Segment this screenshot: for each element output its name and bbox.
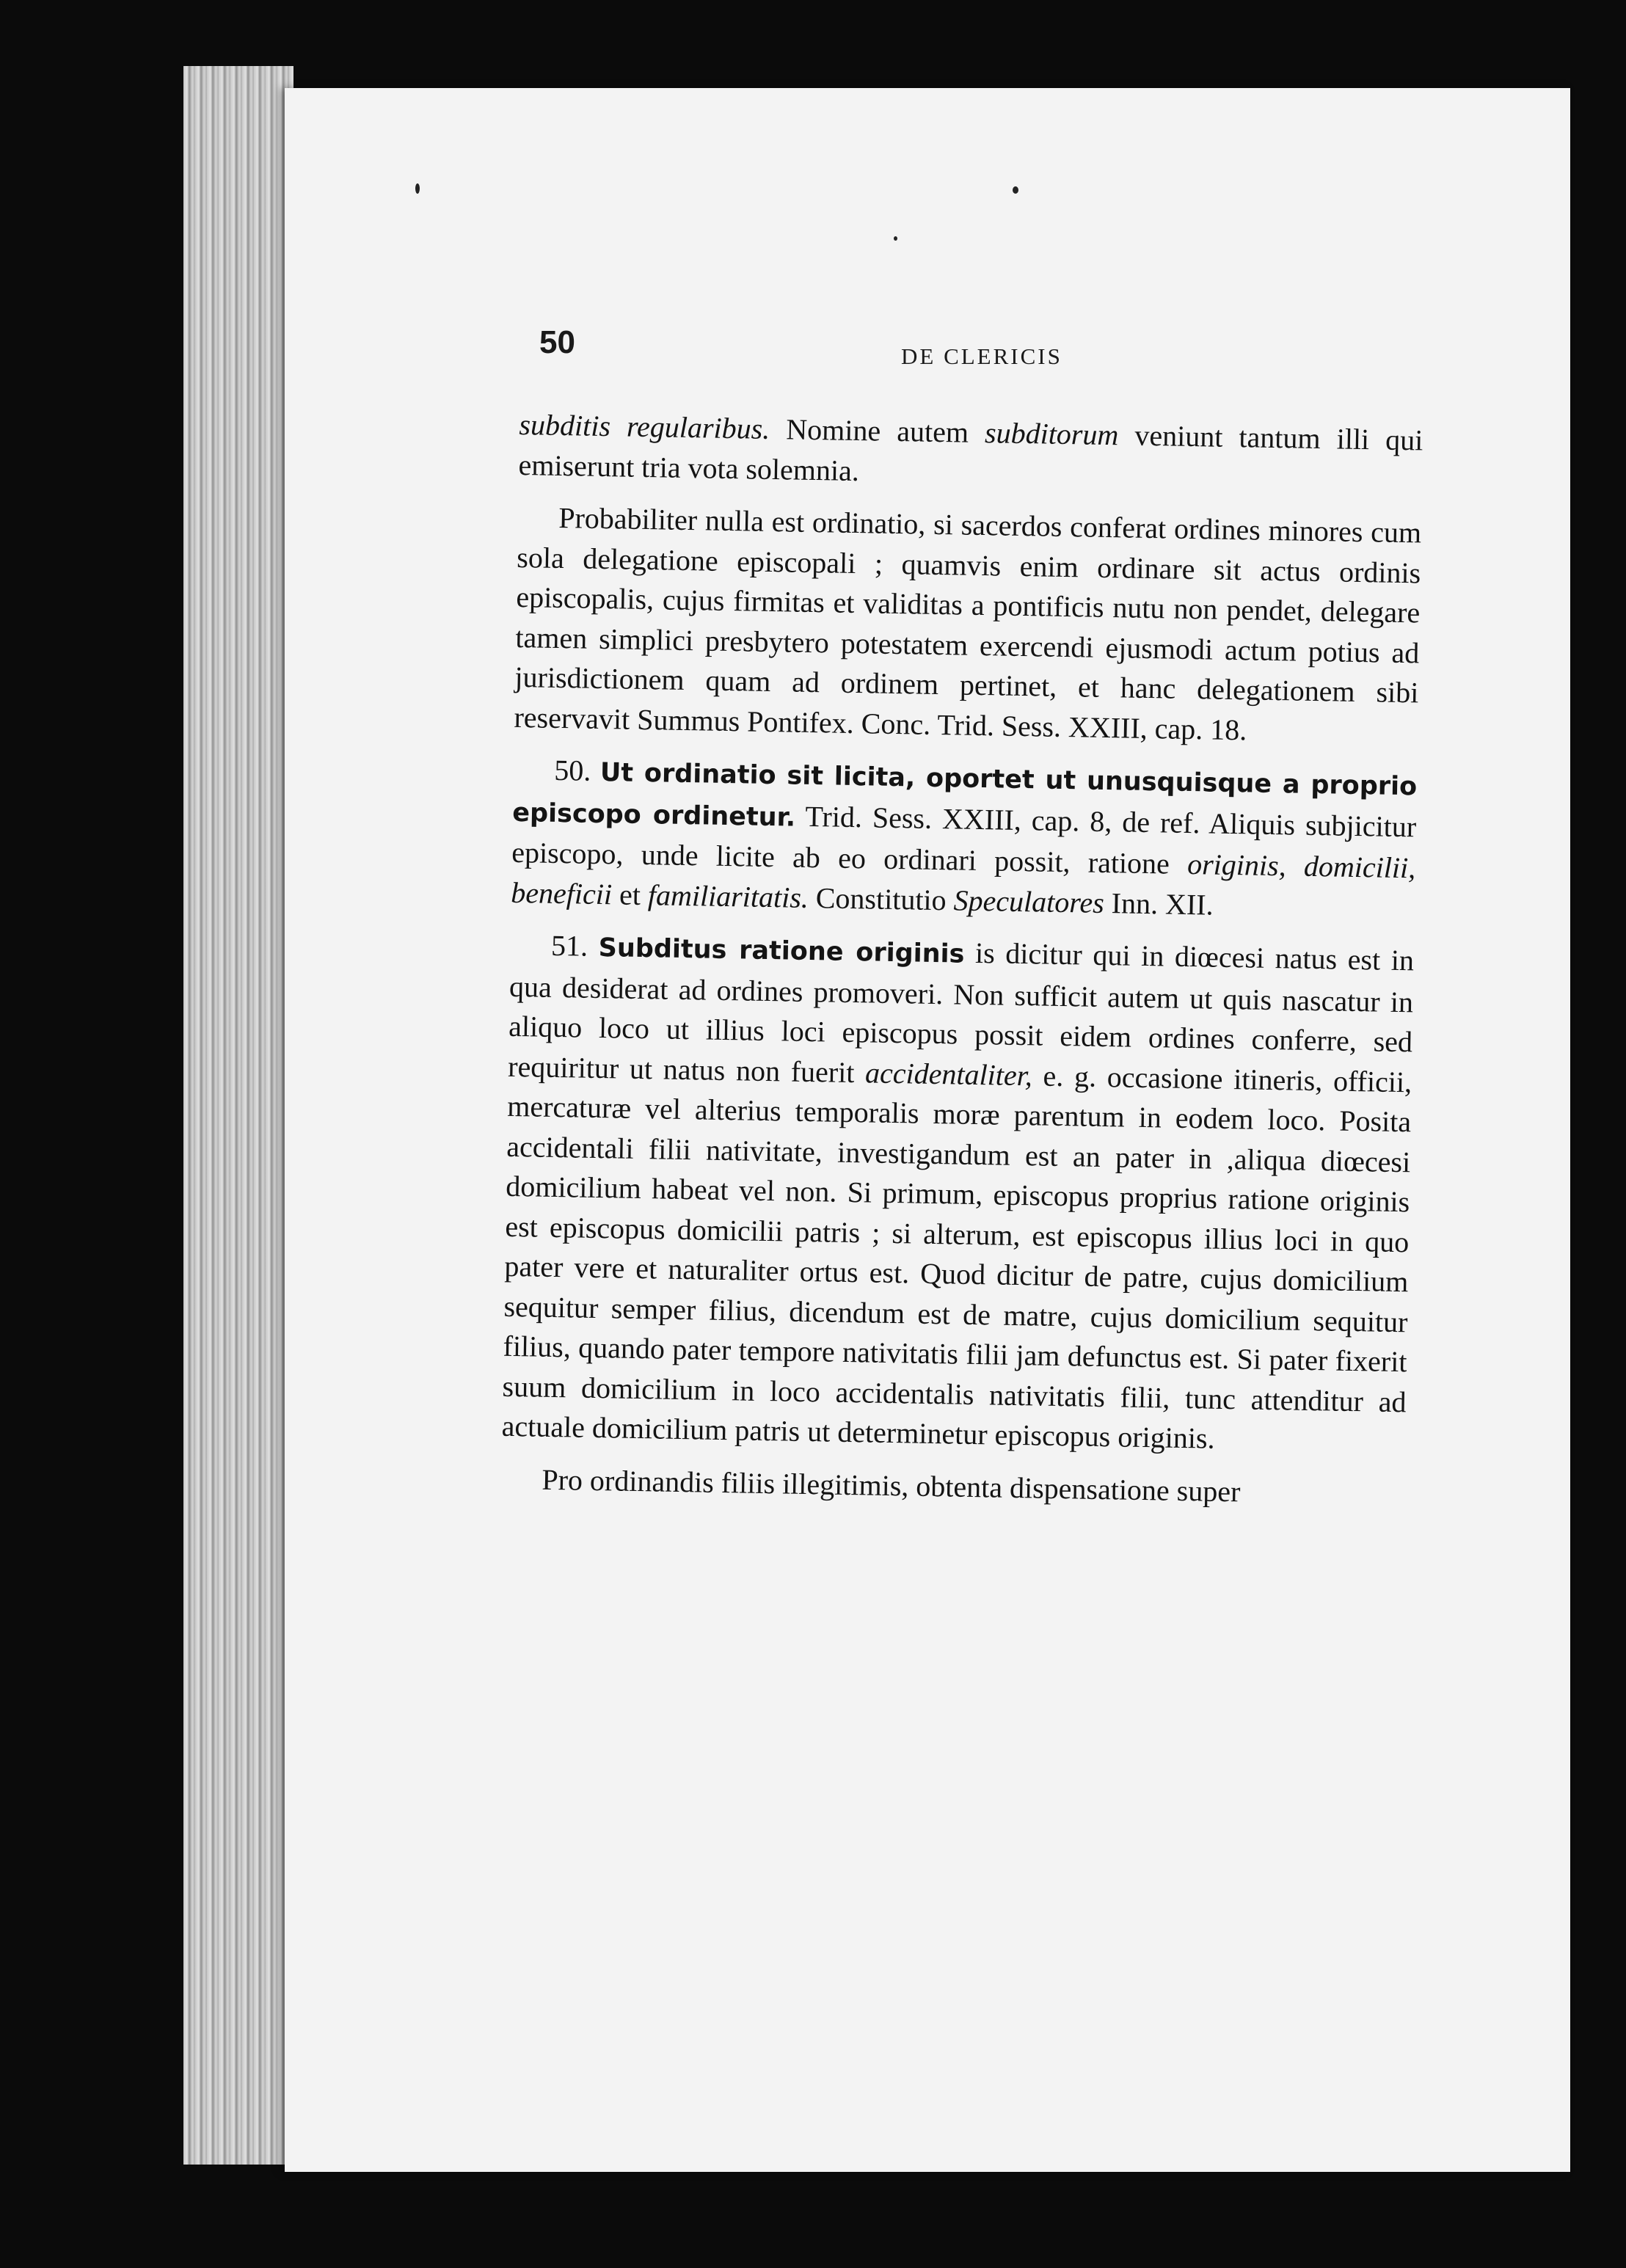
text: Inn. XII. bbox=[1104, 886, 1214, 922]
paragraph-1 bbox=[518, 405, 1423, 500]
text: Trid. Sess. XXIII, cap. 8, de ref. Aliquis subjicitur episcopo, unde licite ab eo ordinari possit, ratione bbox=[511, 799, 1417, 880]
section-50 bbox=[511, 750, 1418, 928]
section-heading: Ut ordinatio sit licita, oportet ut unusquisque a proprio episcopo ordinetur. bbox=[511, 757, 1418, 833]
section-51 bbox=[501, 925, 1414, 1462]
body-text bbox=[500, 405, 1423, 1527]
ink-speck bbox=[894, 236, 897, 241]
italic-text: Speculatores bbox=[953, 883, 1105, 919]
text: Pro ordinandis filiis illegitimis, obtenta dispensatione super bbox=[542, 1462, 1241, 1508]
italic-text: familiaritatis. bbox=[647, 878, 809, 914]
italic-text: originis, domicilii, beneficii bbox=[511, 847, 1416, 911]
running-head: DE CLERICIS bbox=[901, 343, 1062, 369]
page-number: 50 bbox=[539, 324, 575, 360]
book-page-edges bbox=[183, 66, 294, 2165]
italic-text: subditis regularibus. bbox=[519, 407, 770, 445]
italic-text: accidentaliter, bbox=[864, 1055, 1033, 1092]
ink-speck bbox=[1013, 186, 1018, 194]
text: Constitutio bbox=[808, 880, 955, 916]
paragraph-2 bbox=[514, 497, 1422, 753]
text: e. g. occasione itineris, officii, mercaturæ vel alterius temporalis moræ parentum in eodem loco. Posita accidentali filii nativitate, investigandum est an pater in ,aliqua diœcesi domicilium habeat vel non. Si primum, episcopus proprius ratione originis est episcopus domicilii patris ; si alterum, est episcopus illius loci in quo pater vere et naturaliter ortus est. Quod dicitur de patre, cujus domicilium sequitur semper filius, dicendum est de matre, cujus domicilium sequitur filius, quando pater tempore nativitatis filii jam defunctus est. Si pater fixerit suum domicilium in loco accidentalis nativitatis filii, tunc attenditur ad actuale domicilium patris ut determinetur episcopus originis. bbox=[501, 1058, 1412, 1455]
text: et bbox=[611, 877, 649, 911]
text: Nomine autem bbox=[769, 412, 985, 450]
paragraph-5 bbox=[500, 1459, 1405, 1514]
text: veniunt tantum illi qui emiserunt tria vota solemnia. bbox=[518, 418, 1423, 487]
italic-text: subditorum bbox=[984, 416, 1119, 452]
section-number: 51. bbox=[550, 928, 588, 963]
text: Probabiliter nulla est ordinatio, si sacerdos conferat ordines minores cum sola delegatione episcopali ; quamvis enim ordinare sit actus ordinis episcopalis, cujus firmitas et validitas a pontificis nutu non pendet, delegare tamen simplici presbytero potestatem exercendi ejusmodi actum potius ad jurisdictionem quam ad ordinem pertinet, et hanc delegationem sibi reservavit Summus Pontifex. Conc. Trid. Sess. XXIII, cap. 18. bbox=[514, 500, 1422, 746]
section-number: 50. bbox=[553, 753, 591, 787]
section-heading: Subditus ratione originis bbox=[598, 933, 965, 969]
text: is dicitur qui in diœcesi natus est in qua desiderat ad ordines promoveri. Non sufficit autem ut quis nascatur in aliquo loco ut illius loci episcopus possit eidem ordines conferre, sed requiritur ut natus non fuerit bbox=[507, 936, 1415, 1089]
ink-speck bbox=[415, 183, 420, 194]
